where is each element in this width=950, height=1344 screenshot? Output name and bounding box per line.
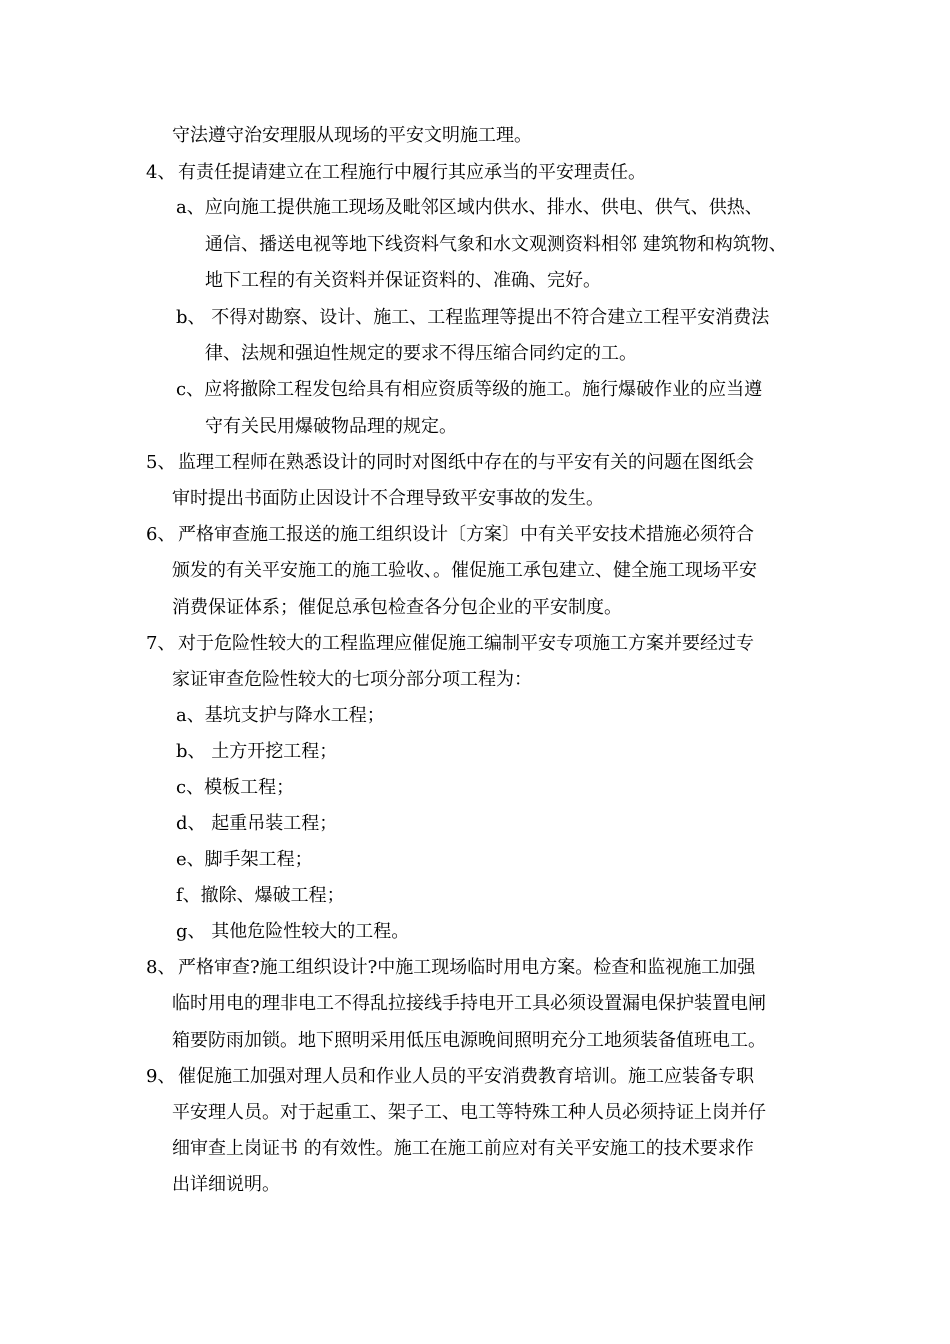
list-item-6 [146,523,754,547]
sub-item-a-line-2: 通信、播送电视等地下线资料气象和水文观测资料相邻 建筑物和构筑物、 [205,234,787,255]
list-item-9-line-2: 平安理人员。对于起重工、架子工、电工等特殊工种人员必须持证上岗并仔 [172,1102,766,1123]
sub-item-a-line-3: 地下工程的有关资料并保证资料的、准确、完好。 [205,270,601,291]
sub-item-7f: f、撤除、爆破工程； [176,885,345,906]
sub-item-a-line-1: a、应向施工提供施工现场及毗邻区域内供水、排水、供电、供气、供热、 [176,197,763,218]
list-item-text: 严格审查施工报送的施工组织设计〔方案〕中有关平安技术措施必须符合 [178,524,754,545]
list-number: 8、 [146,957,176,978]
list-item-6-line-2: 颁发的有关平安施工的施工验收、。催促施工承包建立、健全施工现场平安 [172,560,757,581]
sub-item-7a: a、基坑支护与降水工程； [176,705,385,726]
sub-item-c-line-1: c、应将撤除工程发包给具有相应资质等级的施工。施行爆破作业的应当遵 [176,379,763,400]
sub-item-7e: e、脚手架工程； [176,849,313,870]
sub-item-b-line-1: b、 不得对勘察、设计、施工、工程监理等提出不符合建立工程平安消费法 [176,307,770,328]
list-item-text: 严格审查?施工组织设计?中施工现场临时用电方案。检查和监视施工加强 [178,957,756,978]
list-item-5 [146,451,754,475]
list-item-text: 对于危险性较大的工程监理应催促施工编制平安专项施工方案并要经过专 [178,633,754,654]
list-item-5-line-2: 审时提出书面防止因设计不合理导致平安事故的发生。 [172,488,604,509]
list-item-text: 催促施工加强对理人员和作业人员的平安消费教育培训。施工应装备专职 [178,1066,754,1087]
list-item-9 [146,1065,754,1089]
list-item-text: 有责任提请建立在工程施行中履行其应承当的平安理责任。 [178,162,646,183]
list-number: 4、 [146,162,176,183]
list-item-9-line-4: 出详细说明。 [172,1174,280,1195]
continuation-line: 守法遵守治安理服从现场的平安文明施工理。 [172,125,532,146]
list-item-6-line-3: 消费保证体系；催促总承包检查各分包企业的平安制度。 [172,597,622,618]
list-number: 7、 [146,633,176,654]
list-item-7-line-2: 家证审查危险性较大的七项分部分项工程为： [172,669,532,690]
sub-item-7c: c、模板工程； [176,777,295,798]
list-number: 9、 [146,1066,176,1087]
list-item-7 [146,632,754,656]
sub-item-7g: g、 其他危险性较大的工程。 [176,921,410,942]
list-item-9-line-3: 细审查上岗证书 的有效性。施工在施工前应对有关平安施工的技术要求作 [172,1138,754,1159]
sub-item-c-line-2: 守有关民用爆破物品理的规定。 [205,416,457,437]
list-item-4 [146,161,646,185]
list-item-8 [146,956,755,980]
sub-item-7d: d、 起重吊装工程； [176,813,338,834]
list-number: 6、 [146,524,176,545]
list-item-text: 监理工程师在熟悉设计的同时对图纸中存在的与平安有关的问题在图纸会 [178,452,754,473]
sub-item-b-line-2: 律、法规和强迫性规定的要求不得压缩合同约定的工。 [205,343,637,364]
list-number: 5、 [146,452,176,473]
list-item-8-line-3: 箱要防雨加锁。地下照明采用低压电源晚间照明充分工地须装备值班电工。 [172,1030,766,1051]
sub-item-7b: b、 土方开挖工程； [176,741,338,762]
list-item-8-line-2: 临时用电的理非电工不得乱拉接线手持电开工具必须设置漏电保护装置电闸 [172,993,766,1014]
